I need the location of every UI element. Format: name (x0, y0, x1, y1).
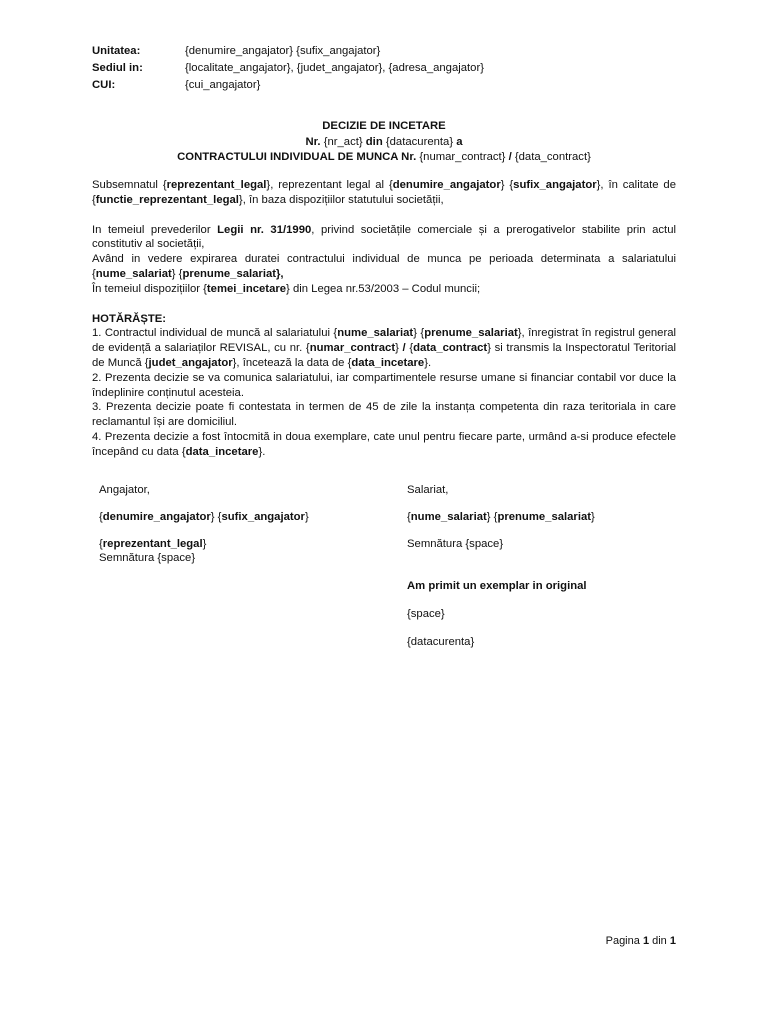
cui-value: {cui_angajator} (185, 79, 261, 91)
decision-item-3: 3. Prezenta decizie poate fi contestata in termen de 45 de zile la instanța competenta din raza teritoriala in care reclamantul își are domiciliul. (92, 401, 676, 429)
unit-value: {denumire_angajator} {sufix_angajator} (185, 45, 381, 57)
employee-signature: Semnătura {space} (407, 538, 504, 550)
title-nr-label: Nr. (305, 135, 321, 148)
cui-label: CUI: (92, 79, 116, 91)
title-line-2 (92, 135, 676, 151)
page-number: Pagina 1 din 1 (605, 935, 676, 947)
received-copy-note: Am primit un exemplar in original (407, 580, 587, 592)
seat-label: Sediul in: (92, 62, 143, 74)
employer-label: Angajator, (99, 484, 150, 496)
title-line-1: DECIZIE DE INCETARE (322, 120, 446, 132)
title-a: a (456, 135, 463, 148)
paragraph-expiry: Având in vedere expirarea duratei contractului individual de munca pe perioada determinata a salariatului {nume_salariat} {prenume_salariat}, (92, 253, 676, 280)
decision-item-2: 2. Prezenta decizie se va comunica salariatului, iar compartimentele resurse umane si financiar contabil vor duce la îndeplinire conținutul acesteia. (92, 371, 676, 399)
title-din: din (365, 135, 383, 148)
employer-name: {denumire_angajator} {sufix_angajator} (99, 511, 309, 523)
employee-label: Salariat, (407, 484, 449, 496)
header-unit-row (92, 43, 484, 60)
title-contract-label: CONTRACTULUI INDIVIDUAL DE MUNCA Nr. (177, 151, 417, 163)
paragraph-representative: Subsemnatul {reprezentant_legal}, reprezentant legal al {denumire_angajator} {sufix_angajator}, în calitate de {functie_reprezentant_legal}, în baza dispozițiilor statutului societății, (92, 179, 676, 206)
title-line-3 (92, 150, 676, 166)
paragraph-termination-basis: În temeiul dispozițiilor {temei_incetare} din Legea nr.53/2003 – Codul muncii; (92, 282, 481, 295)
header-cui-row (92, 77, 484, 94)
unit-label: Unitatea: (92, 45, 141, 57)
employee-date: {datacurenta} (407, 636, 475, 648)
employer-header (92, 43, 484, 94)
employer-signature: Semnătura {space} (99, 552, 196, 564)
decision-item-1: 1. Contractul individual de muncă al salariatului {nume_salariat} {prenume_salariat}, înregistrat în registrul general de evidență a salariaților REVISAL, cu nr. {numar_contract} / {data_contract} si transmis la Inspectoratul Teritorial de Muncă {judet_angajator}, încetează la data de {data_incetare}. (92, 327, 677, 369)
title-act-number: {nr_act} (323, 135, 363, 148)
title-contract-date: {data_contract} (514, 151, 591, 163)
title-current-date: {datacurenta} (385, 135, 454, 148)
employee-space: {space} (407, 608, 445, 620)
decision-item-4: 4. Prezenta decizie a fost întocmită in doua exemplare, cate unul pentru fiecare parte, urmând a-si produce efectele începând cu data {data_incetare}. (92, 430, 676, 458)
title-slash: / (508, 151, 512, 163)
seat-value: {localitate_angajator}, {judet_angajator}, {adresa_angajator} (185, 62, 484, 74)
paragraph-legal-basis: In temeiul prevederilor Legii nr. 31/1990, privind societățile comerciale și a prerogativelor stabilite prin actul constitutiv al societății, (92, 223, 676, 251)
header-seat-row (92, 60, 484, 77)
title-contract-number: {numar_contract} (419, 151, 506, 163)
employee-name: {nume_salariat} {prenume_salariat} (407, 511, 595, 523)
employer-representative: {reprezentant_legal} (99, 538, 207, 550)
document-title (92, 119, 676, 166)
document-body (92, 178, 676, 460)
decision-heading: HOTĂRĂȘTE: (92, 312, 167, 325)
